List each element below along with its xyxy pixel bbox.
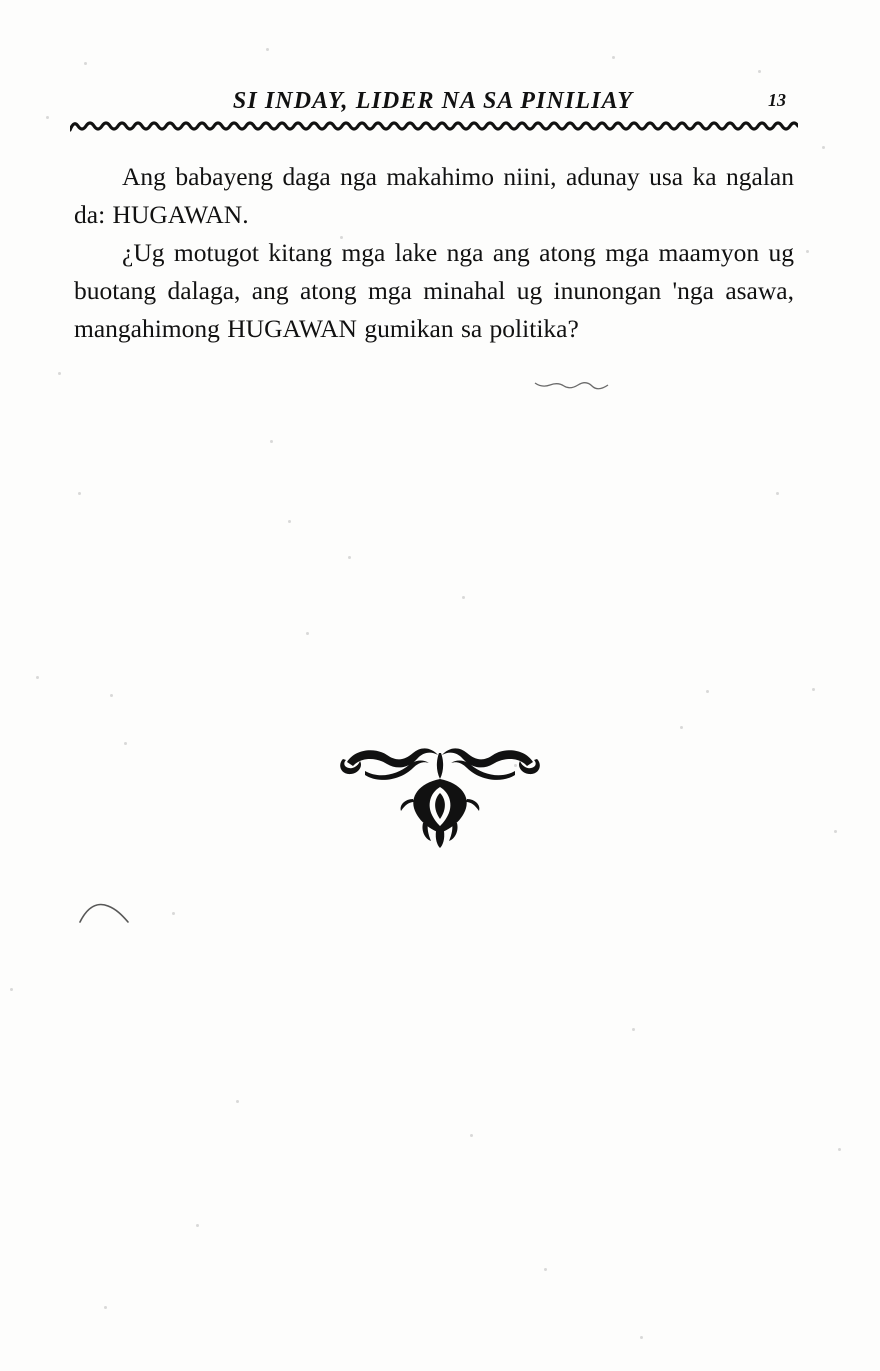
page-number: 13 <box>768 90 786 110</box>
pencil-squiggle-mark-icon <box>534 378 610 388</box>
scan-speck <box>288 520 291 523</box>
paragraph: Ang babayeng daga nga makahimo niini, adunay usa ka ngalan da: HUGAWAN. <box>74 162 794 229</box>
scan-speck <box>196 1224 199 1227</box>
scan-speck <box>812 688 815 691</box>
scan-speck <box>236 1100 239 1103</box>
scan-speck <box>822 146 825 149</box>
scan-speck <box>172 912 175 915</box>
page-header <box>72 88 794 115</box>
scan-speck <box>680 726 683 729</box>
scan-speck <box>306 632 309 635</box>
body-text <box>74 158 794 348</box>
scan-speck <box>58 372 61 375</box>
scan-speck <box>110 694 113 697</box>
scan-speck <box>270 440 273 443</box>
scan-speck <box>544 1268 547 1271</box>
zigzag-wave-rule-icon <box>70 118 798 136</box>
scan-speck <box>10 988 13 991</box>
scan-speck <box>706 690 709 693</box>
scan-speck <box>640 1336 643 1339</box>
scan-speck <box>758 70 761 73</box>
scan-speck <box>348 556 351 559</box>
scan-speck <box>104 1306 107 1309</box>
scan-speck <box>462 596 465 599</box>
scan-speck <box>46 116 49 119</box>
pencil-caret-mark-icon <box>78 900 132 924</box>
scan-speck <box>612 56 615 59</box>
scan-speck <box>470 1134 473 1137</box>
paragraph: ¿Ug motugot kitang mga lake nga ang atong mga maamyon ug buotang dalaga, ang atong mga minahal ug inunongan 'nga asawa, mangahimong HUGAWAN gumikan sa politika? <box>74 238 794 343</box>
scan-speck <box>84 62 87 65</box>
scan-speck <box>266 48 269 51</box>
scan-speck <box>36 676 39 679</box>
scan-speck <box>632 1028 635 1031</box>
running-title: SI INDAY, LIDER NA SA PINILIAY <box>232 88 634 114</box>
scan-speck <box>776 492 779 495</box>
scan-speck <box>838 1148 841 1151</box>
floral-flourish-ornament-icon <box>0 735 880 860</box>
scan-speck <box>78 492 81 495</box>
scan-speck <box>806 250 809 253</box>
